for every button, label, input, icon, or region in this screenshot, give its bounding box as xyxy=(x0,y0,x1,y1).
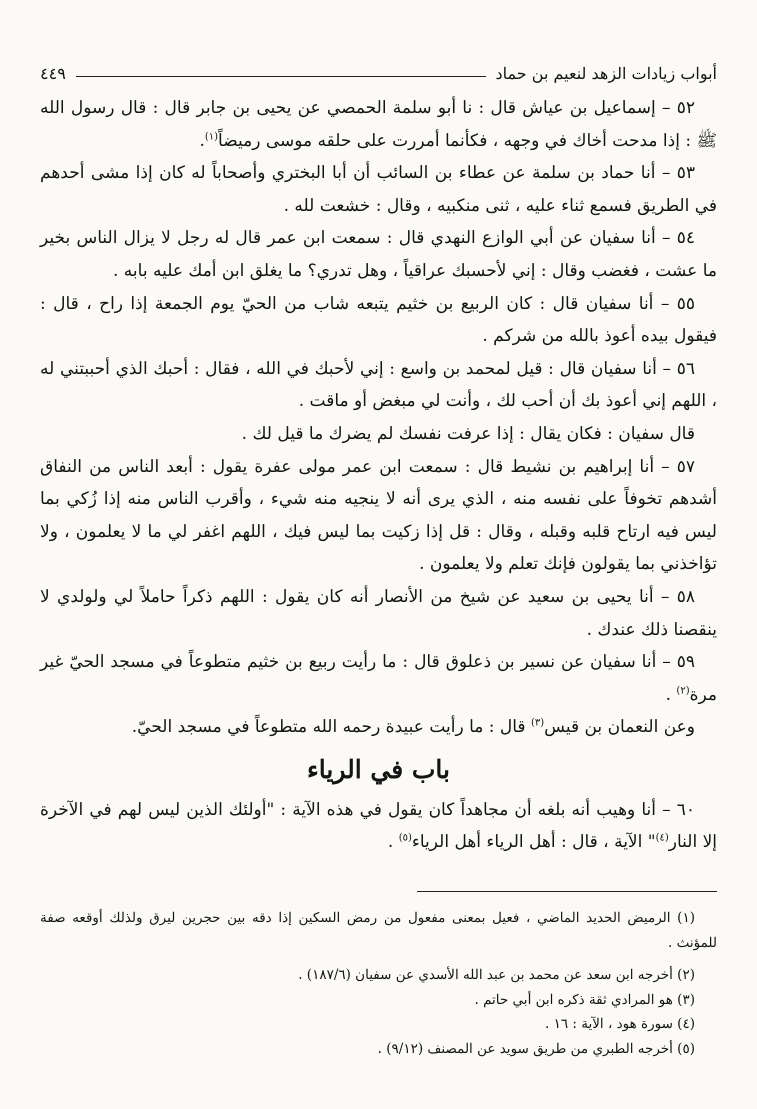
paragraph-58: ٥٨ – أنا يحيى بن سعيد عن شيخ من الأنصار أنه كان يقول : اللهم ذكراً حاملاً لي ولولدي لا ينقصنا ذلك عندك . xyxy=(40,586,717,640)
paragraph-56-note: قال سفيان : فكان يقال : إذا عرفت نفسك لم يضرك ما قيل لك . xyxy=(241,423,695,444)
page-number: ٤٤٩ xyxy=(40,63,66,83)
paragraph-59: ٥٩ – أنا سفيان عن نسير بن ذعلوق قال : ما رأيت ربيع بن خثيم متطوعاً في مسجد الحيّ غير مرة$^{(٢)}$ . xyxy=(40,652,717,705)
footnote-ref-4: (٤) xyxy=(655,832,669,844)
paragraph-60: ٦٠ – أنا وهيب أنه بلغه أن مجاهداً كان يقول في هذه الآية : "أولئك الذين ليس لهم في الآخرة إلا النار$^{(٤)}$" الآية ، قال : أهل الرياء أهل الرياء$^{(٥)}$ . xyxy=(40,799,717,853)
footnotes xyxy=(40,906,717,1062)
header-rule xyxy=(76,76,486,77)
footnote-gap xyxy=(40,955,717,963)
main-text xyxy=(40,92,717,859)
footnote-ref-5: (٥) xyxy=(398,832,412,844)
footnote-separator xyxy=(417,891,717,892)
footnote-1: (١) الرميض الحديد الماضي ، فعيل بمعنى مفعول من رمض السكين إذا دقه بين حجرين ليرق ولذلك أوقعه صفة للمؤنث . xyxy=(40,910,717,951)
paragraph-53: ٥٣ – أنا حماد بن سلمة عن عطاء بن السائب أن أبا البختري وأصحاباً له كان إذا مشى أحدهم في الطريق فسمع ثناء عليه ، ثنى منكبيه ، وقال : خشعت لله . xyxy=(40,163,717,216)
header-title: أبواب زيادات الزهد لنعيم بن حماد xyxy=(495,63,717,83)
paragraph-55: ٥٥ – أنا سفيان قال : كان الربيع بن خثيم يتبعه شاب من الحيّ يوم الجمعة إذا راح ، قال : فيقول بيده أعوذ بالله من شركم . xyxy=(40,293,717,347)
paragraph-54: ٥٤ – أنا سفيان عن أبي الوازع النهدي قال : سمعت ابن عمر قال له رجل لا يزال الناس بخير ما عشت ، فغضب وقال : إني لأحسبك عراقياً ، وهل تدري؟ ما يغلق ابن أمك عليه بابه . xyxy=(40,228,717,281)
paragraph-59-note: وعن النعمان بن قيس$^{(٣)}$ قال : ما رأيت عبيدة رحمه الله متطوعاً في مسجد الحيّ. xyxy=(131,717,695,738)
footnote-ref-3: (٣) xyxy=(530,717,545,729)
footnote-5: (٥) أخرجه الطبري من طريق سويد عن المصنف (٩/١٢) . xyxy=(377,1040,695,1057)
section-heading: باب في الرياء xyxy=(307,754,450,784)
footnote-ref-1: (١) xyxy=(204,130,219,142)
footnote-3: (٣) هو المرادي ثقة ذكره ابن أبي حاتم . xyxy=(474,991,695,1008)
footnote-4: (٤) سورة هود ، الآية : ١٦ . xyxy=(544,1016,695,1033)
running-header xyxy=(40,60,717,86)
paragraph-56: ٥٦ – أنا سفيان قال : قيل لمحمد بن واسع : إني لأحبك في الله ، فقال : أحبك الذي أحببتني له ، اللهم إني أعوذ بك أن أحب لك ، وأنت لي مبغض أو ماقت . xyxy=(40,358,717,412)
footnote-ref-2: (٢) xyxy=(676,685,690,697)
paragraph-52: ٥٢ – إسماعيل بن عياش قال : نا أبو سلمة الحمصي عن يحيى بن جابر قال : قال رسول الله ﷺ : إذا مدحت أخاك في وجهه ، فكأنما أمررت على حلقه موسى رميضاً$^{(١)}$. xyxy=(40,98,717,151)
paragraph-57: ٥٧ – أنا إبراهيم بن نشيط قال : سمعت ابن عمر مولى عفرة يقول : أبعد الناس من النفاق أشدهم تخوفاً على نفسه منه ، الذي يرى أنه لا ينجيه منه شيء ، وأقرب الناس منه إذا زُكي بما ليس فيه ارتاح قلبه وقبله ، وقال : قل إذا زكيت بما ليس فيك ، اللهم اغفر لي ما لا يعلمون ، ولا تؤاخذني بما يقولون فإنك تعلم ولا يعلمون . xyxy=(40,456,717,575)
footnote-2: (٢) أخرجه ابن سعد عن محمد بن عبد الله الأسدي عن سفيان (١٨٧/٦) . xyxy=(298,967,695,984)
